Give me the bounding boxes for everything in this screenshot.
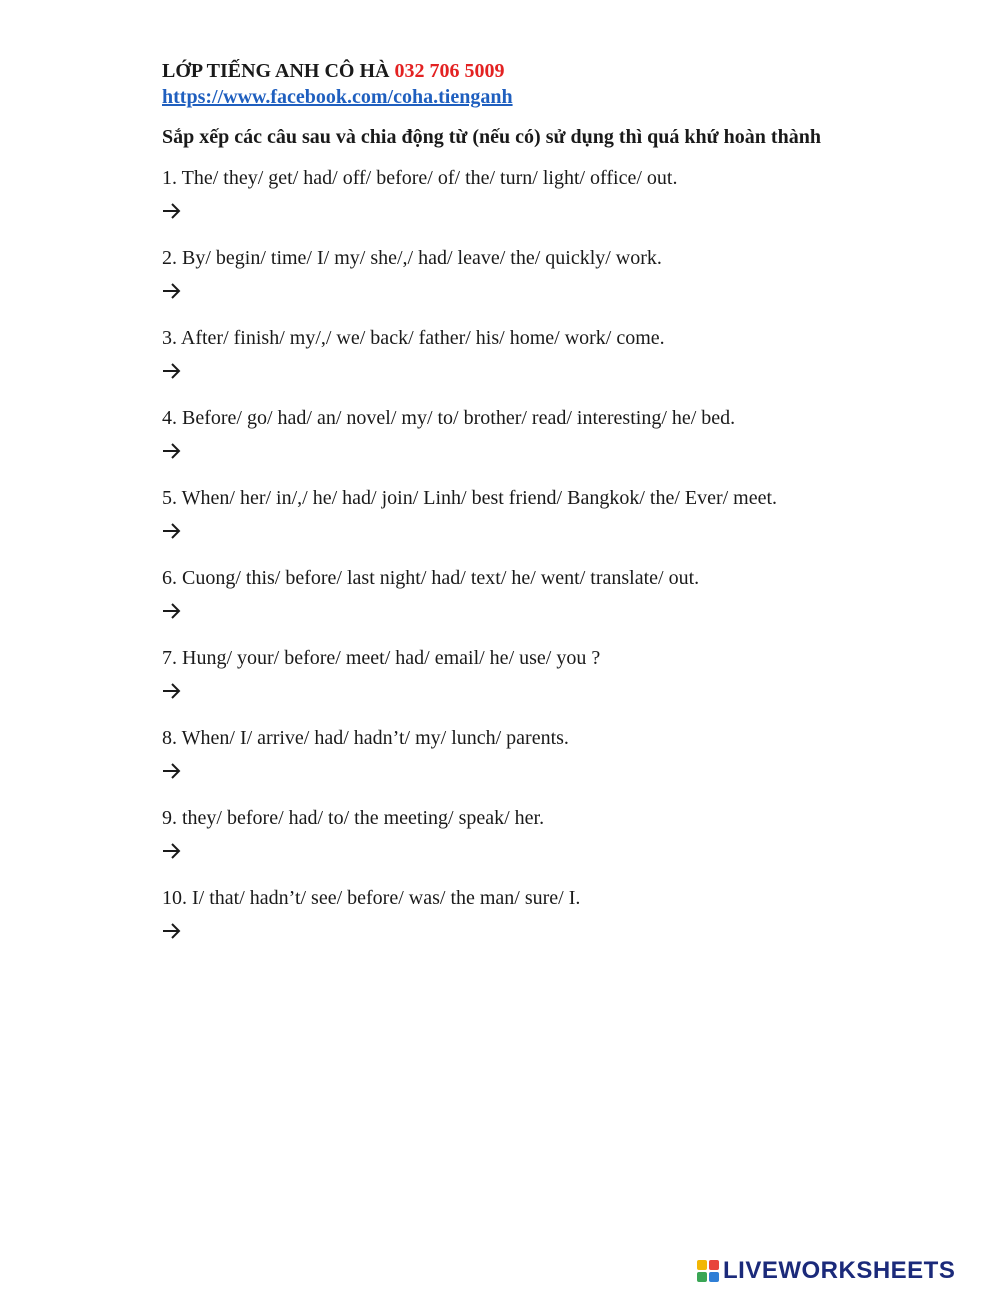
answer-input[interactable] (190, 522, 830, 546)
answer-input[interactable] (190, 282, 830, 306)
question-item (162, 726, 882, 806)
answer-input[interactable] (190, 442, 830, 466)
question-item (162, 566, 882, 646)
question-item (162, 406, 882, 486)
question-item (162, 246, 882, 326)
question-item (162, 166, 882, 246)
arrow-right-icon (162, 842, 182, 860)
question-text: 7. Hung/ your/ before/ meet/ had/ email/ he/ use/ you ? (162, 647, 601, 669)
answer-input[interactable] (190, 602, 830, 626)
question-text: 3. After/ finish/ my/,/ we/ back/ father/ his/ home/ work/ come. (162, 327, 665, 349)
question-item (162, 886, 882, 966)
answer-input[interactable] (190, 202, 830, 226)
school-name: LỚP TIẾNG ANH CÔ HÀ (162, 60, 390, 82)
arrow-right-icon (162, 922, 182, 940)
answer-row (162, 190, 882, 246)
answer-row (162, 590, 882, 646)
school-header (162, 58, 882, 84)
answer-input[interactable] (190, 842, 830, 866)
worksheet-page (162, 58, 882, 966)
answer-input[interactable] (190, 922, 830, 946)
answer-row (162, 430, 882, 486)
arrow-right-icon (162, 682, 182, 700)
arrow-right-icon (162, 202, 182, 220)
question-text: 4. Before/ go/ had/ an/ novel/ my/ to/ brother/ read/ interesting/ he/ bed. (162, 407, 736, 429)
question-item (162, 646, 882, 726)
arrow-right-icon (162, 602, 182, 620)
answer-row (162, 350, 882, 406)
brand-name: LIVEWORKSHEETS (723, 1257, 956, 1284)
answer-row (162, 670, 882, 726)
arrow-right-icon (162, 282, 182, 300)
answer-input[interactable] (190, 362, 830, 386)
liveworksheets-logo (697, 1257, 955, 1285)
arrow-right-icon (162, 362, 182, 380)
answer-row (162, 510, 882, 566)
question-item (162, 326, 882, 406)
answer-input[interactable] (190, 682, 830, 706)
answer-input[interactable] (190, 762, 830, 786)
answer-row (162, 830, 882, 886)
arrow-right-icon (162, 522, 182, 540)
instruction-text: Sắp xếp các câu sau và chia động từ (nếu có) sử dụng thì quá khứ hoàn thành (162, 126, 821, 148)
question-text: 10. I/ that/ hadn’t/ see/ before/ was/ the man/ sure/ I. (162, 887, 581, 909)
question-list (162, 166, 882, 966)
question-item (162, 806, 882, 886)
facebook-link[interactable]: https://www.facebook.com/coha.tienganh (162, 86, 513, 108)
question-text: 6. Cuong/ this/ before/ last night/ had/ text/ he/ went/ translate/ out. (162, 567, 700, 589)
phone-number: 032 706 5009 (394, 60, 505, 82)
answer-row (162, 270, 882, 326)
brand-mark-square (709, 1260, 719, 1270)
answer-row (162, 910, 882, 966)
arrow-right-icon (162, 442, 182, 460)
brand-mark-square (697, 1260, 707, 1270)
brand-mark-square (709, 1272, 719, 1282)
question-text: 5. When/ her/ in/,/ he/ had/ join/ Linh/ best friend/ Bangkok/ the/ Ever/ meet. (162, 487, 778, 509)
question-text: 2. By/ begin/ time/ I/ my/ she/,/ had/ leave/ the/ quickly/ work. (162, 247, 662, 269)
answer-row (162, 750, 882, 806)
question-item (162, 486, 882, 566)
arrow-right-icon (162, 762, 182, 780)
question-text: 8. When/ I/ arrive/ had/ hadn’t/ my/ lunch/ parents. (162, 727, 569, 749)
question-text: 1. The/ they/ get/ had/ off/ before/ of/ the/ turn/ light/ office/ out. (162, 167, 678, 189)
question-text: 9. they/ before/ had/ to/ the meeting/ speak/ her. (162, 807, 545, 829)
brand-mark-square (697, 1272, 707, 1282)
liveworksheets-mark-icon (697, 1260, 719, 1282)
